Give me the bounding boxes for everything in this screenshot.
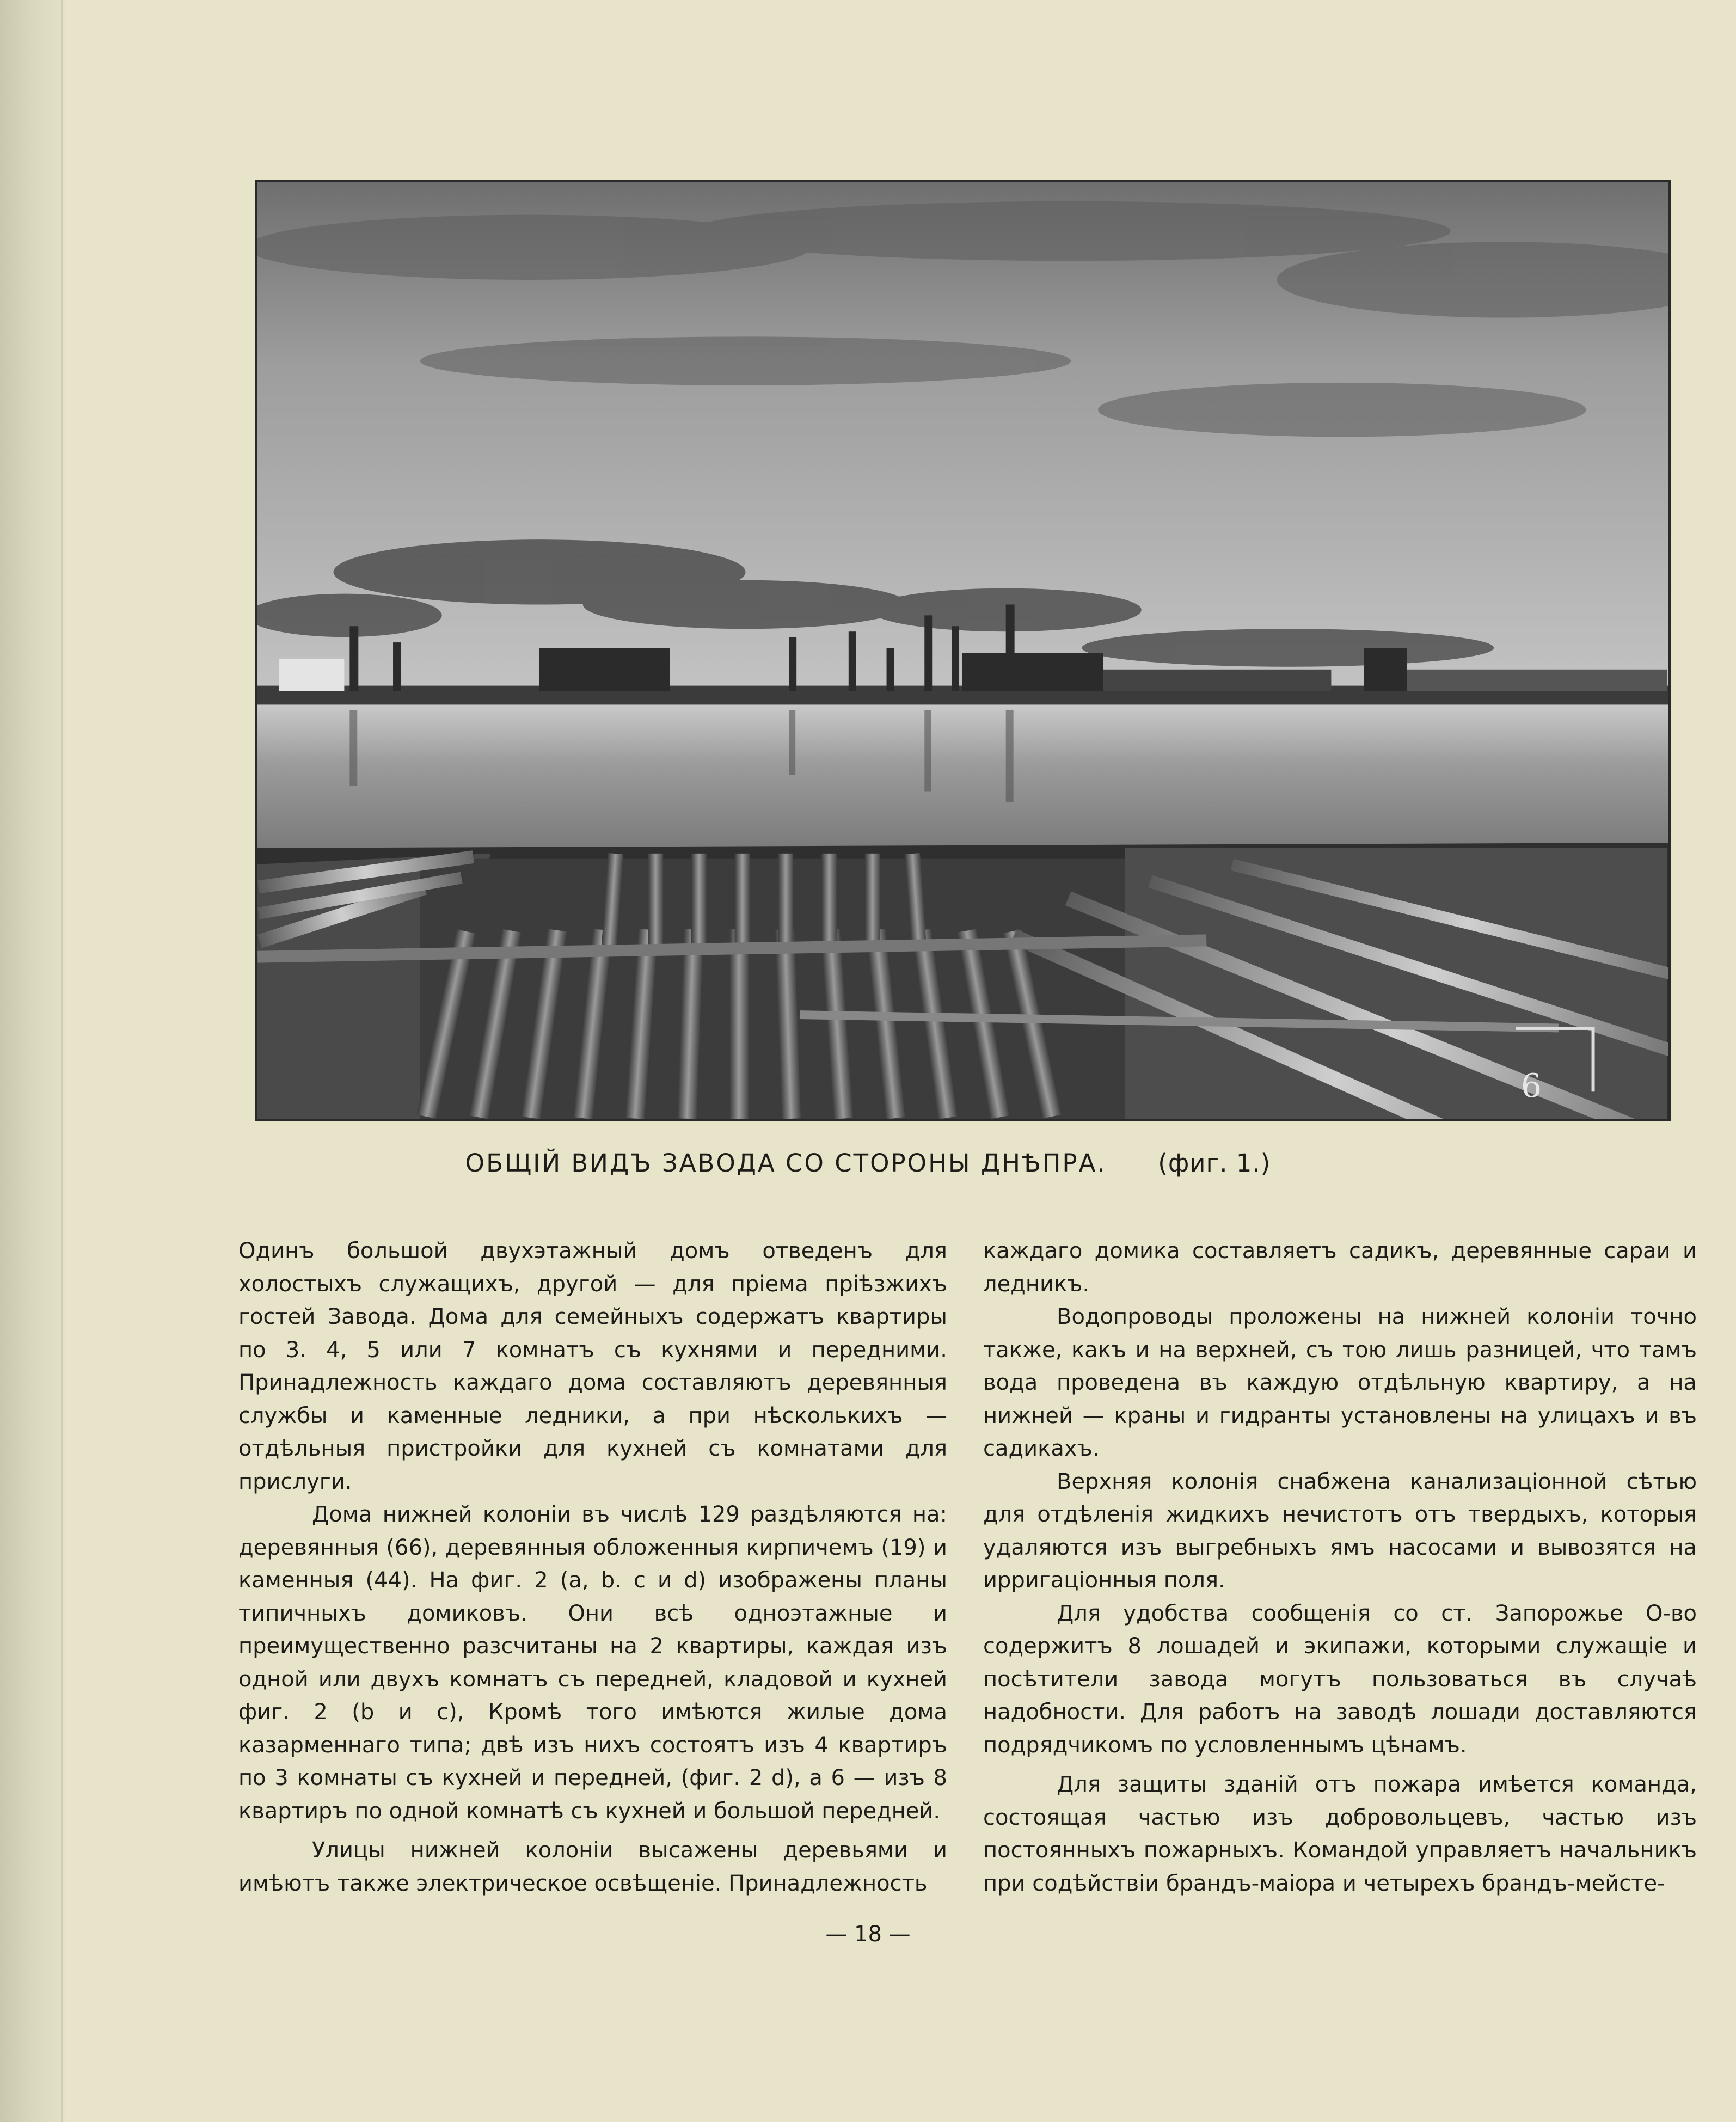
- log-raft: [257, 843, 1668, 1119]
- figure-caption: [0, 1149, 1736, 1177]
- right-paragraph-3: Верхняя колонія снабжена канализаціонной сѣтью для отдѣленія жидкихъ нечистотъ отъ твердыхъ, которыя удаляются изъ выгребныхъ ямъ насосами и вывозятся на ирригаціонныя поля.: [983, 1469, 1697, 1593]
- right-text-column: [983, 1235, 1697, 1900]
- left-paragraph-2: Дома нижней колоніи въ числѣ 129 раздѣляются на: деревянныя (66), деревянныя обложенныя кирпичемъ (19) и каменныя (44). На фиг. 2 (a, b. c и d) изображены планы типичныхъ домиковъ. Они всѣ одноэтажные и преимущественно разсчитаны на 2 квартиры, каждая изъ одной или двухъ комнатъ съ передней, кладовой и кухней фиг. 2 (b и c), Кромѣ того имѣются жилые дома казарменнаго типа; двѣ изъ нихъ состоятъ изъ 4 квартиръ по 3 комнаты съ кухней и передней, (фиг. 2 d), а 6 — изъ 8 квартиръ по одной комнатѣ съ кухней и большой передней.: [238, 1502, 947, 1824]
- river-water: [257, 704, 1668, 850]
- factory-photo-graphic: [257, 182, 1668, 1119]
- right-paragraph-2: Водопроводы проложены на нижней колоніи точно также, какъ и на верхней, съ тою лишь разницей, что тамъ вода проведена въ каждую отдѣльную квартиру, а на нижней — краны и гидранты установлены на улицахъ и въ садикахъ.: [983, 1304, 1697, 1461]
- caption-figure-label: (фиг. 1.): [1158, 1149, 1271, 1177]
- right-paragraph-4: Для удобства сообщенія со ст. Запорожье О-во содержитъ 8 лошадей и экипажи, которыми служащіе и посѣтители завода могутъ пользоваться въ случаѣ надобности. Для работъ на заводѣ лошади доставляются подрядчикомъ по условленнымъ цѣнамъ.: [983, 1600, 1697, 1758]
- page-number: — 18 —: [825, 1922, 911, 1947]
- caption-title: ОБЩІЙ ВИДЪ ЗАВОДА СО СТОРОНЫ ДНѢПРА.: [465, 1149, 1107, 1177]
- left-paragraph-3: Улицы нижней колоніи высажены деревьями и имѣютъ также электрическое освѣщеніе. Принадлежность: [238, 1838, 947, 1896]
- binding-line: [61, 0, 63, 2122]
- photo-corner-mark: 6: [1521, 1068, 1542, 1106]
- factory-photo: [255, 180, 1671, 1121]
- left-paragraph-1: Одинъ большой двухэтажный домъ отведенъ для холостыхъ служащихъ, другой — для пріема пріѣзжихъ гостей Завода. Дома для семейныхъ содержатъ квартиры по 3. 4, 5 или 7 комнатъ съ кухнями и передними. Принадлежность каждаго дома составляютъ деревянныя службы и каменные ледники, а при нѣсколькихъ — отдѣльныя пристройки для кухней съ комнатами для прислуги.: [238, 1238, 947, 1494]
- right-paragraph-1: каждаго домика составляетъ садикъ, деревянные сараи и ледникъ.: [983, 1238, 1697, 1297]
- page-gutter: [0, 0, 65, 2122]
- right-paragraph-5: Для защиты зданій отъ пожара имѣется команда, состоящая частью изъ добровольцевъ, частью изъ постоянныхъ пожарныхъ. Командой управляетъ начальникъ при содѣйствіи брандъ-маіора и четырехъ брандъ-мейсте-: [983, 1772, 1697, 1896]
- left-text-column: [238, 1235, 947, 1900]
